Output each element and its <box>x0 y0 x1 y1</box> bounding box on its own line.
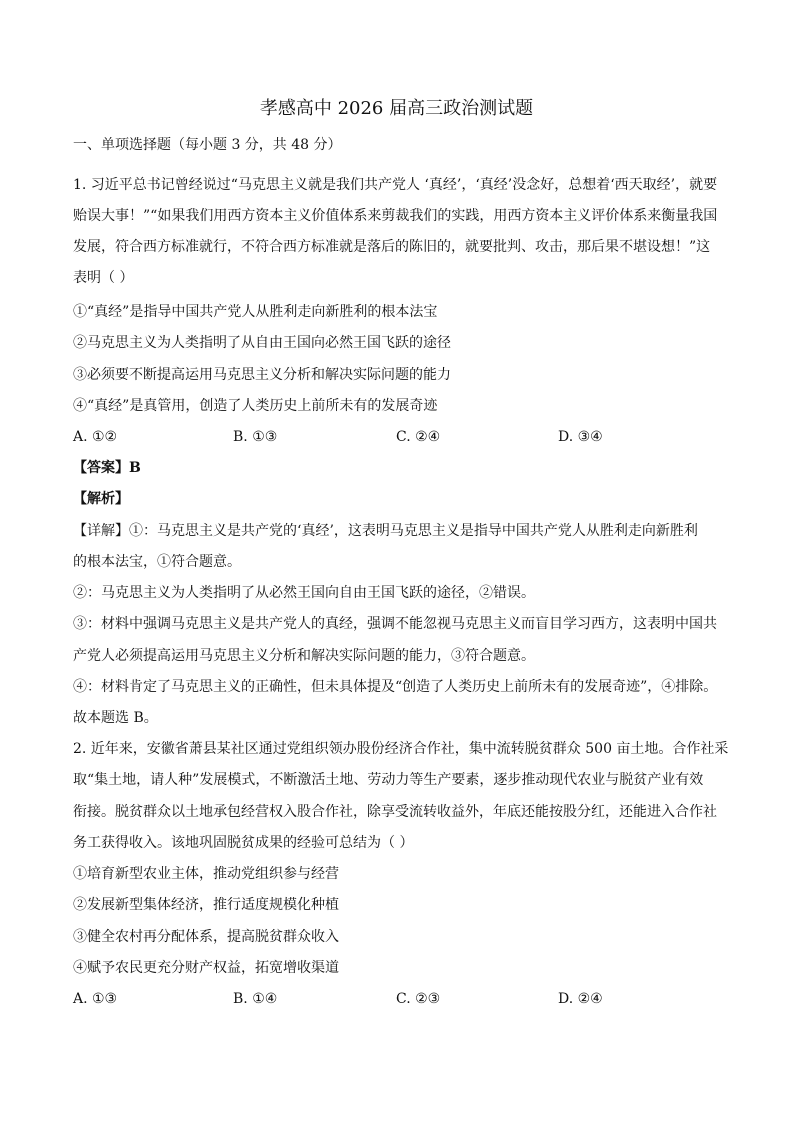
q2-option-c: C. ②③ <box>396 991 441 1007</box>
q1-conclusion: 故本题选 B。 <box>73 710 158 726</box>
q1-detail-1b: 的根本法宝，①符合题意。 <box>73 554 241 570</box>
q2-stem-line-1: 2. 近年来，安徽省萧县某社区通过党组织领办股份经济合作社，集中流转脱贫群众 500 亩土地。合作社采 <box>73 741 729 757</box>
q1-detail-2: ②：马克思主义为人类指明了从必然王国向自由王国飞跃的途径，②错误。 <box>73 585 535 601</box>
q1-detail-4: ④：材料肯定了马克思主义的正确性，但未具体提及“创造了人类历史上前所未有的发展奇迹”，④排除。 <box>73 679 718 695</box>
q2-option-a: A. ①③ <box>73 991 118 1007</box>
q1-option-d: D. ③④ <box>558 429 603 445</box>
section-heading: 一、单项选择题（每小题 3 分，共 48 分） <box>73 137 342 153</box>
q1-detail-3a: ③：材料中强调马克思主义是共产党人的真经，强调不能忽视马克思主义而盲目学习西方，这表明中国共 <box>73 616 717 632</box>
q2-stem-line-2: 取“集土地，请人种”发展模式，不断激活土地、劳动力等生产要素，逐步推动现代农业与脱贫产业有效 <box>73 772 704 788</box>
q1-answer: 【答案】B <box>73 460 141 476</box>
q1-statement-1: ①“真经”是指导中国共产党人从胜利走向新胜利的根本法宝 <box>73 304 438 320</box>
q2-stem-line-3: 衔接。脱贫群众以土地承包经营权入股合作社，除享受流转收益外，年底还能按股分红，还能进入合作社 <box>73 804 717 820</box>
q1-option-b: B. ①③ <box>233 429 278 445</box>
q1-stem: 1. 习近平总书记曾经说过“马克思主义就是我们共产党人 ‘真经’，‘真经’没念好，总想着‘西天取经’，就要贻误大事！”“如果我们用西方资本主义价值体系来剪裁我们的实践，用西方资本主义评价体系来衡量我国发展，符合西方标准就行，不符合西方标准就是落后的陈旧的，就要批判、攻击，那后果不堪设想！”这表明（ ） <box>73 177 718 286</box>
q1-statement-3: ③必须要不断提高运用马克思主义分析和解决实际问题的能力 <box>73 367 451 383</box>
q2-statement-1: ①培育新型农业主体，推动党组织参与经营 <box>73 866 339 882</box>
q1-option-a: A. ①② <box>73 429 118 445</box>
q1-detail-1a: 【详解】①：马克思主义是共产党的‘真经’，这表明马克思主义是指导中国共产党人从胜利走向新胜利 <box>73 523 698 539</box>
q2-statement-2: ②发展新型集体经济，推行适度规模化种植 <box>73 897 339 913</box>
q2-stem-line-4: 务工获得收入。该地巩固脱贫成果的经验可总结为（ ） <box>73 835 414 851</box>
q2-option-b: B. ①④ <box>233 991 278 1007</box>
q1-statement-2: ②马克思主义为人类指明了从自由王国向必然王国飞跃的途径 <box>73 335 451 351</box>
q2-option-d: D. ②④ <box>558 991 603 1007</box>
q2-statement-3: ③健全农村再分配体系，提高脱贫群众收入 <box>73 929 339 945</box>
page-title: 孝感高中 2026 届高三政治测试题 <box>259 98 534 119</box>
q1-option-c: C. ②④ <box>396 429 441 445</box>
q1-statement-4: ④“真经”是真管用，创造了人类历史上前所未有的发展奇迹 <box>73 398 438 414</box>
q1-analysis-label: 【解析】 <box>73 491 129 507</box>
q1-detail-3b: 产党人必须提高运用马克思主义分析和解决实际问题的能力，③符合题意。 <box>73 648 535 664</box>
q2-statement-4: ④赋予农民更充分财产权益，拓宽增收渠道 <box>73 960 339 976</box>
